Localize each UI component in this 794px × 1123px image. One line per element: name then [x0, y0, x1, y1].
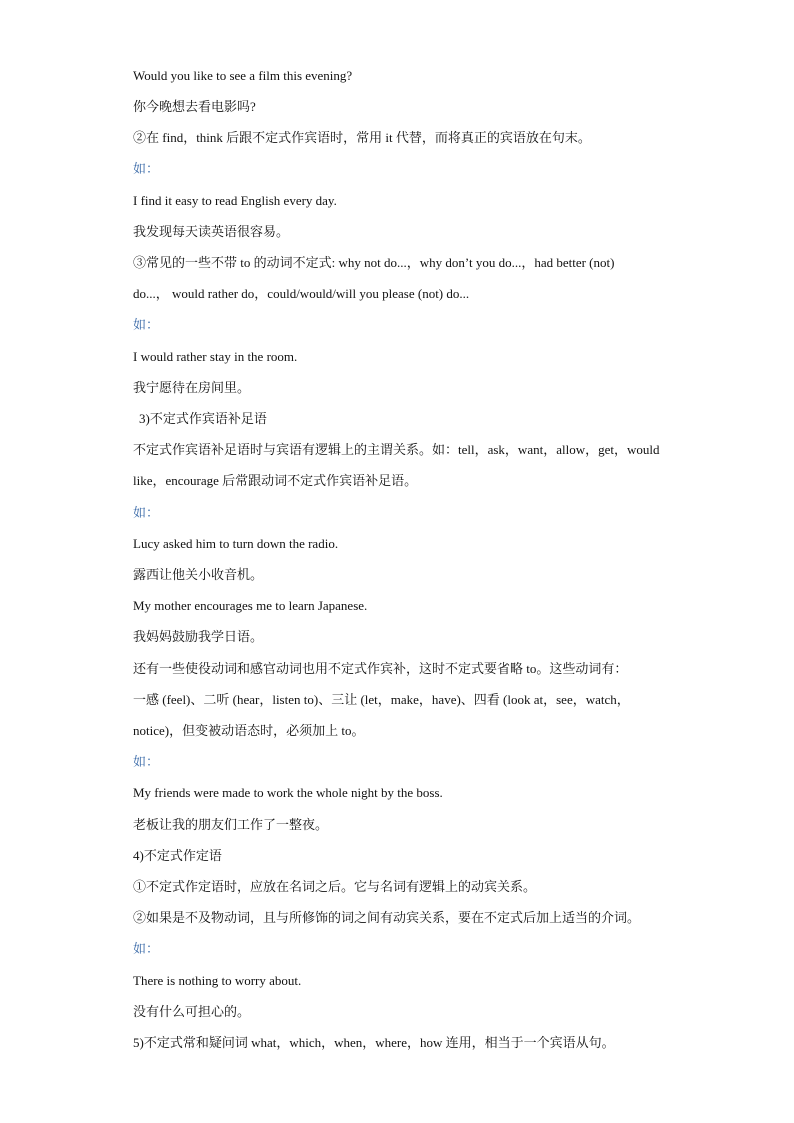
text-line: ①不定式作定语时，应放在名词之后。它与名词有逻辑上的动宾关系。 — [133, 879, 537, 894]
text-line: 没有什么可担心的。 — [133, 1004, 251, 1019]
example-label: 如： — [133, 941, 160, 956]
section-heading: 5)不定式常和疑问词 what，which，when，where，how 连用，相当于一个宾语从句。 — [133, 1035, 615, 1050]
text-line: Lucy asked him to turn down the radio. — [133, 536, 339, 551]
section-heading: 4)不定式作定语 — [133, 848, 222, 863]
text-line: 老板让我的朋友们工作了一整夜。 — [133, 817, 329, 832]
text-line: ②如果是不及物动词，且与所修饰的词之间有动宾关系，要在不定式后加上适当的介词。 — [133, 910, 641, 925]
example-label: 如： — [133, 317, 160, 332]
text-line: 露西让他关小收音机。 — [133, 567, 264, 582]
text-line: I find it easy to read English every day. — [133, 193, 337, 208]
text-line: 还有一些使役动词和感官动词也用不定式作宾补，这时不定式要省略 to。这些动词有： — [133, 661, 628, 676]
example-label: 如： — [133, 754, 160, 769]
text-line: do...， would rather do，could/would/will you please (not) do... — [133, 286, 470, 301]
text-line: 我宁愿待在房间里。 — [133, 380, 251, 395]
text-line: 我妈妈鼓励我学日语。 — [133, 629, 264, 644]
text-line: notice)，但变被动语态时，必须加上 to。 — [133, 723, 365, 738]
text-line: 你今晚想去看电影吗? — [133, 99, 256, 114]
section-heading: 3)不定式作宾语补足语 — [139, 411, 267, 426]
text-line: 一感 (feel)、二听 (hear，listen to)、三让 (let，make，have)、四看 (look at，see，watch， — [133, 692, 630, 707]
text-line: ③常见的一些不带 to 的动词不定式: why not do...，why don’t you do...，had better (not) — [133, 255, 615, 270]
text-line: 我发现每天读英语很容易。 — [133, 224, 290, 239]
text-line: There is nothing to worry about. — [133, 973, 302, 988]
example-label: 如： — [133, 161, 160, 176]
text-line: Would you like to see a film this evening? — [133, 68, 353, 83]
text-line: My friends were made to work the whole night by the boss. — [133, 785, 443, 800]
text-line: I would rather stay in the room. — [133, 349, 298, 364]
text-line: 不定式作宾语补足语时与宾语有逻辑上的主谓关系。如：tell，ask，want，allow，get，would — [133, 442, 660, 457]
text-line: My mother encourages me to learn Japanese. — [133, 598, 368, 613]
text-line: like，encourage 后常跟动词不定式作宾语补足语。 — [133, 473, 418, 488]
example-label: 如： — [133, 505, 160, 520]
text-line: ②在 find，think 后跟不定式作宾语时，常用 it 代替，而将真正的宾语放在句末。 — [133, 130, 591, 145]
